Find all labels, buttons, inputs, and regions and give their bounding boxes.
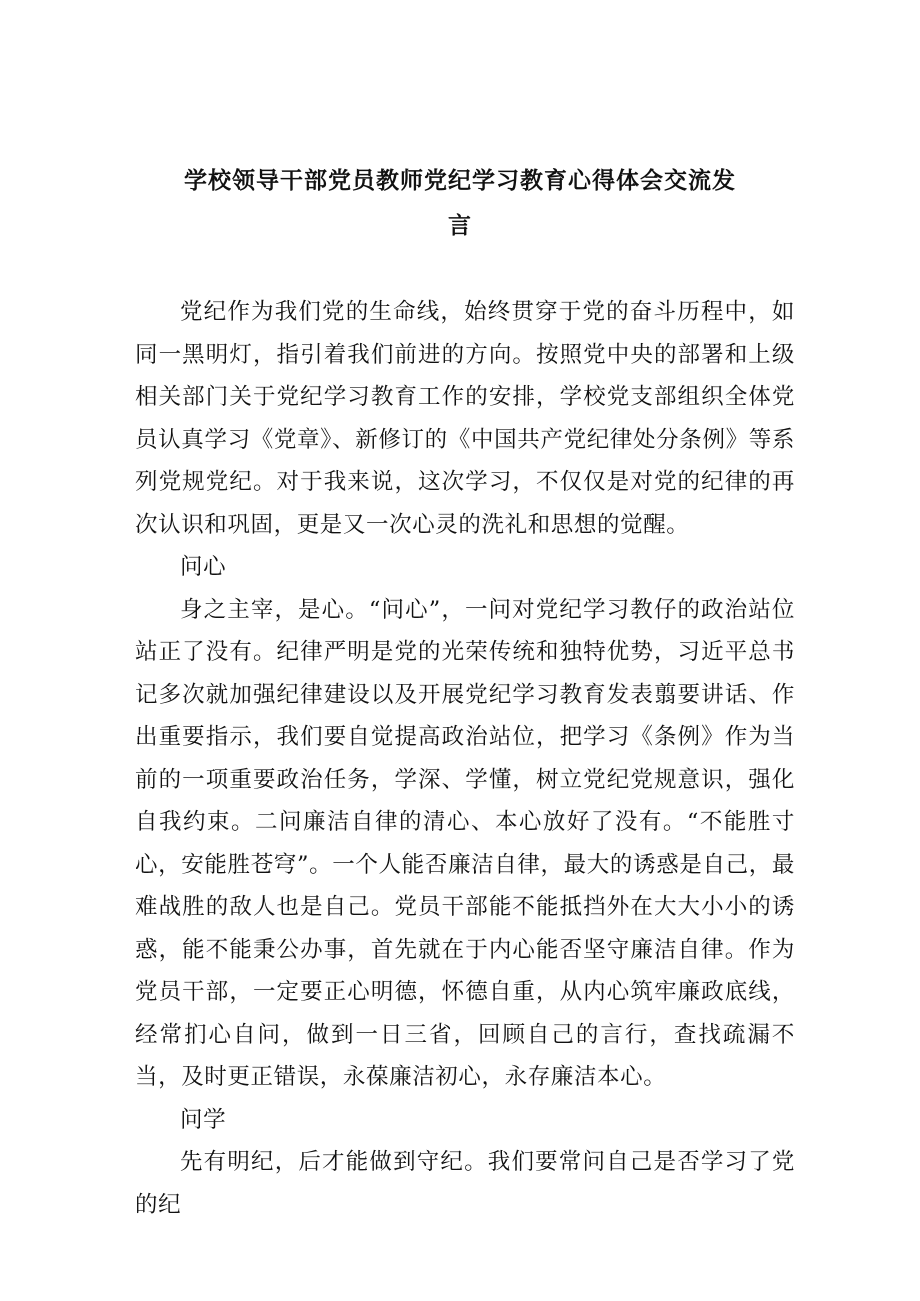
document-title-line-2: 言: [448, 212, 472, 239]
paragraph-intro: 党纪作为我们党的生命线，始终贯穿于党的奋斗历程中，如同一黑明灯，指引着我们前进的方向。按照党中央的部署和上级相关部门关于党纪学习教育工作的安排，学校党支部组织全体党员认真学习《党章》、新修订的《中国共产党纪律处分条例》等系列党规党纪。对于我来说，这次学习，不仅仅是对党的纪律的再次认识和巩固，更是又一次心灵的洗礼和思想的觉醒。: [135, 299, 795, 538]
section-heading-wenxue: 问学: [180, 1106, 227, 1133]
document-title-line-1: 学校领导干部党员教师党纪学习教育心得体会交流发: [184, 167, 736, 194]
paragraph-wenxue: 先有明纪，后才能做到守纪。我们要常问自己是否学习了党的纪: [135, 1149, 795, 1218]
paragraph-wenxin: 身之主宰，是心。“问心”，一问对党纪学习教仔的政治站位站正了没有。纪律严明是党的光荣传统和独特优势，习近平总书记多次就加强纪律建设以及开展党纪学习教育发表翦要讲话、作出重要指示，我们要自觉提高政治站位，把学习《条例》作为当前的一项重要政治任务，学深、学懂，树立党纪党规意识，强化自我约束。二问廉洁自律的清心、本心放好了没有。“不能胜寸心，安能胜苍穹”。一个人能否廉洁自律，最大的诱惑是自己，最难战胜的敌人也是自己。党员干部能不能抵挡外在大大小小的诱惑，能不能秉公办事，首先就在于内心能否坚守廉洁自律。作为党员干部，一定要正心明德，怀德自重，从内心筑牢廉政底线，经常扪心自问，做到一日三省，回顾自己的言行，查找疏漏不当，及时更正错误，永葆廉洁初心，永存廉洁本心。: [135, 596, 795, 1090]
section-heading-wenxin: 问心: [180, 554, 227, 580]
document-body: [135, 291, 795, 1226]
